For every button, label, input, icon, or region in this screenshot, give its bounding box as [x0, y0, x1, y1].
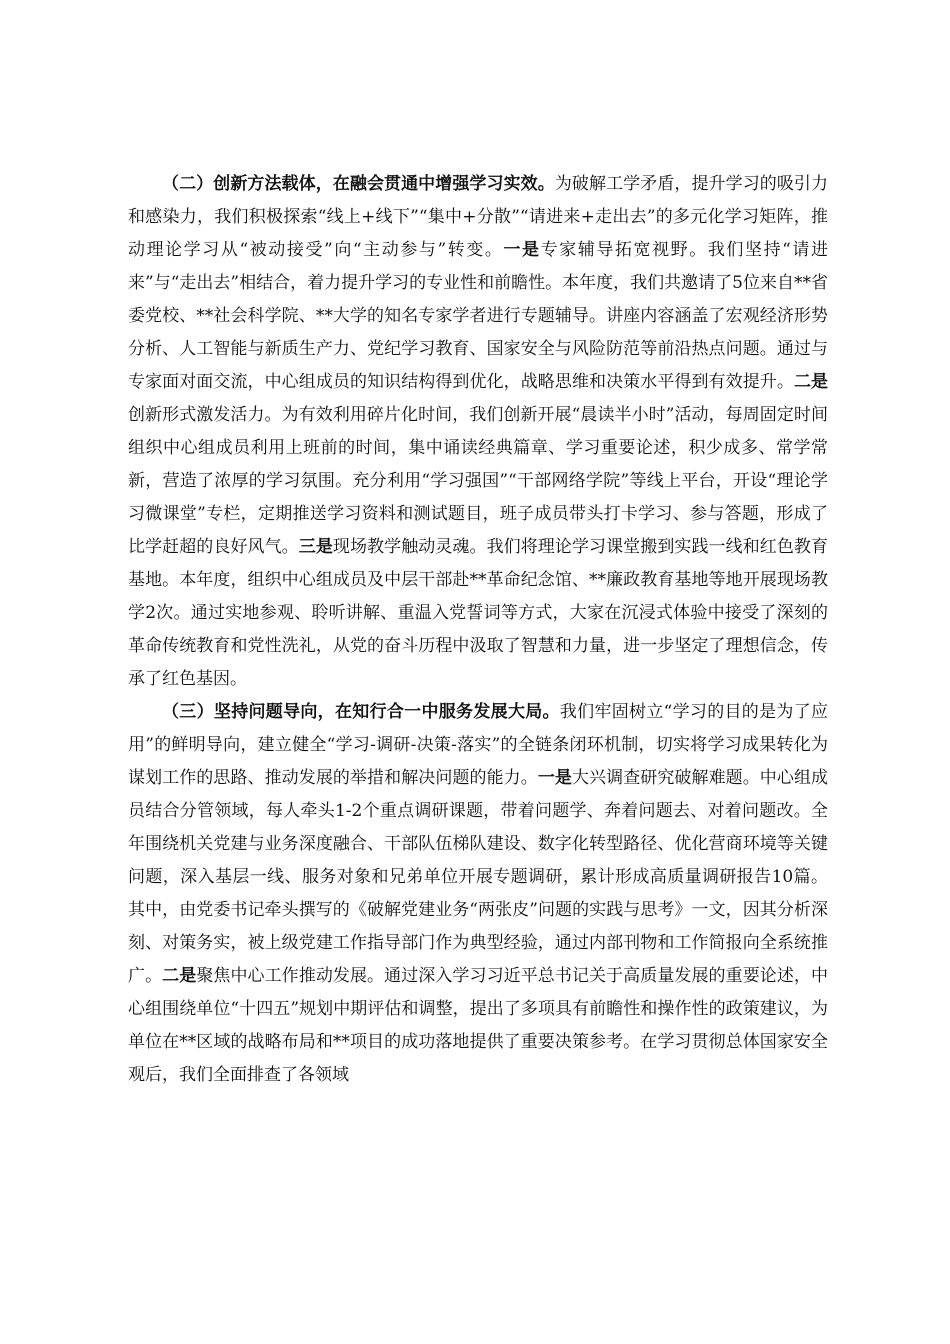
body-text: 创新形式激发活力。为有效利用碎片化时间，我们创新开展“晨读半小时”活动，每周固定时间组织中心组成员利用上班前的时间，集中诵读经典篇章、学习重要论述，积少成多、常学常新，营造了浓厚的学习氛围。充分利用“学习强国”“干部网络学院”等线上平台，开设“理论学习微课堂”专栏，定期推送学习资料和测试题目，班子成员带头打卡学习、参与答题，形成了比学赶超的良好风气。: [128, 405, 828, 557]
point-marker: 一是: [537, 768, 572, 788]
section-heading: （二）创新方法载体，在融会贯通中增强学习实效。: [162, 174, 555, 194]
point-marker: 二是: [793, 372, 829, 392]
paragraph-section-3: [128, 696, 828, 1092]
body-text: 为破解工学矛盾，提升学习的吸引力和感染力，我们积极探索“线上+线下”“集中+分散”“请进来+走出去”的多元化学习矩阵，推动理论学习从“被动接受”向“主动参与”转变。: [128, 174, 829, 260]
body-text: 大兴调查研究破解难题。中心组成员结合分管领域，每人牵头1-2个重点调研课题，带着问题学、奔着问题去、对着问题改。全年围绕机关党建与业务深度融合、干部队伍梯队建设、数字化转型路径、优化营商环境等关键问题，深入基层一线、服务对象和兄弟单位开展专题调研，累计形成高质量调研报告10篇。其中，由党委书记牵头撰写的《破解党建业务“两张皮”问题的实践与思考》一文，因其分析深刻、对策务实，被上级党建工作指导部门作为典型经验，通过内部刊物和工作简报向全系统推广。: [128, 768, 829, 986]
body-text: 我们牢固树立“学习的目的是为了应用”的鲜明导向，建立健全“学习-调研-决策-落实”的全链条闭环机制，切实将学习成果转化为谋划工作的思路、推动发展的举措和解决问题的能力。: [128, 702, 828, 788]
paragraph-section-2: [128, 168, 828, 696]
point-marker: 一是: [503, 240, 541, 260]
point-marker: 三是: [298, 537, 333, 557]
body-text: 聚焦中心工作推动发展。通过深入学习习近平总书记关于高质量发展的重要论述，中心组围绕单位“十四五”规划中期评估和调整，提出了多项具有前瞻性和操作性的政策建议，为单位在**区域的战略布局和**项目的成功落地提供了重要决策参考。在学习贯彻总体国家安全观后，我们全面排查了各领域: [128, 966, 829, 1085]
point-marker: 二是: [162, 966, 197, 986]
body-text: 现场教学触动灵魂。我们将理论学习课堂搬到实践一线和红色教育基地。本年度，组织中心组成员及中层干部赴**革命纪念馆、**廉政教育基地等地开展现场教学2次。通过实地参观、聆听讲解、重温入党誓词等方式，大家在沉浸式体验中接受了深刻的革命传统教育和党性洗礼，从党的奋斗历程中汲取了智慧和力量，进一步坚定了理想信念，传承了红色基因。: [128, 537, 829, 689]
body-text: 专家辅导拓宽视野。我们坚持“请进来”与“走出去”相结合，着力提升学习的专业性和前瞻性。本年度，我们共邀请了5位来自**省委党校、**社会科学院、**大学的知名专家学者进行专题辅导。讲座内容涵盖了宏观经济形势分析、人工智能与新质生产力、党纪学习教育、国家安全与风险防范等前沿热点问题。通过与专家面对面交流，中心组成员的知识结构得到优化，战略思维和决策水平得到有效提升。: [128, 240, 828, 392]
section-heading: （三）坚持问题导向，在知行合一中服务发展大局。: [162, 702, 560, 722]
document-page: [128, 168, 828, 1092]
